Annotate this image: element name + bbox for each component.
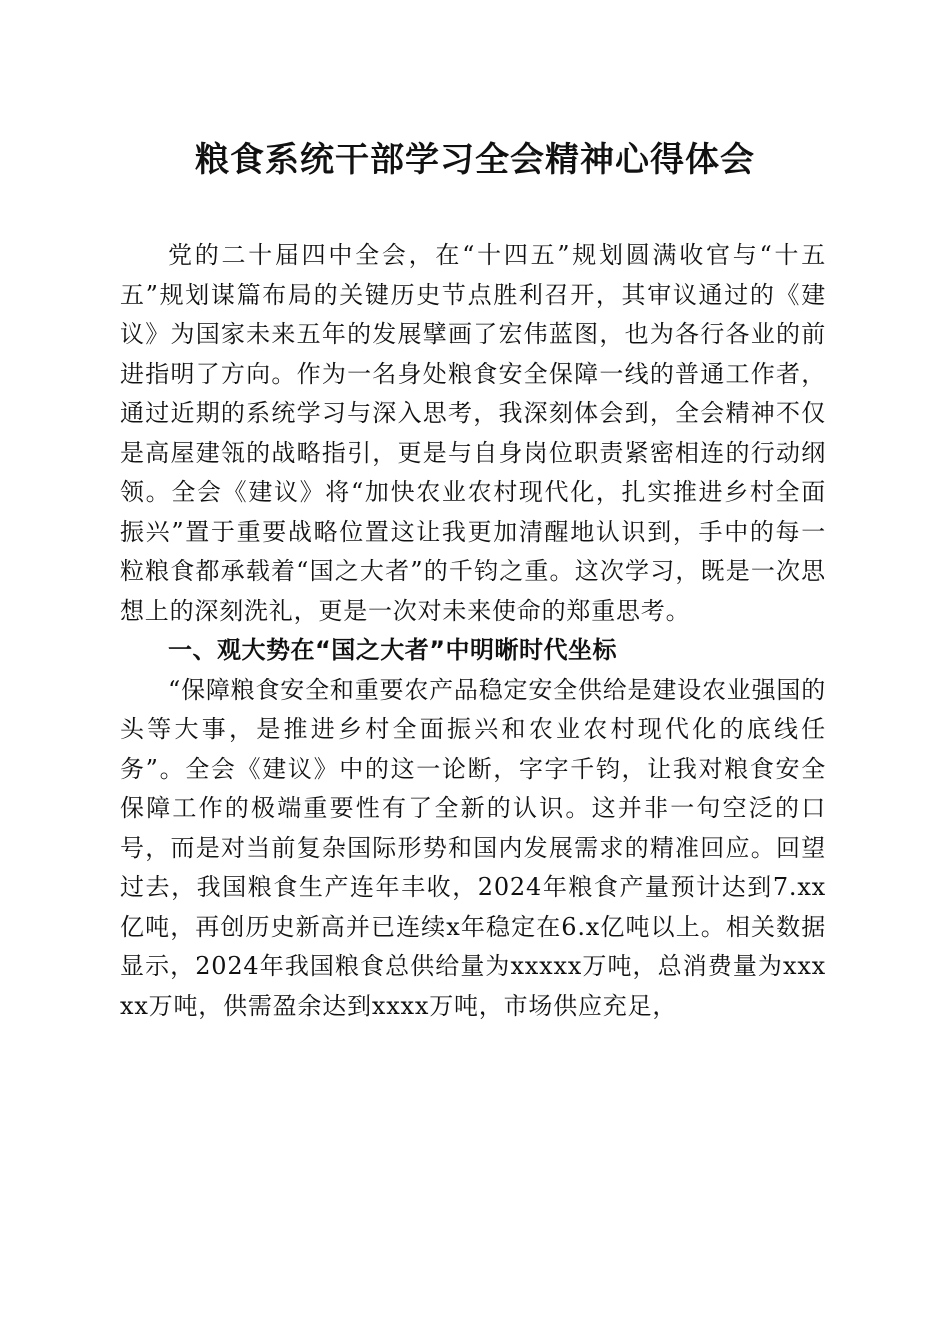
- document-title: 粮食系统干部学习全会精神心得体会: [195, 140, 755, 180]
- section-paragraph: “保障粮食安全和重要农产品稳定安全供给是建设农业强国的头等大事，是推进乡村全面振兴和农业农村现代化的底线任务”。全会《建议》中的这一论断，字字千钧，让我对粮食安全保障工作的极端重要性有了全新的认识。这并非一句空泛的口号，而是对当前复杂国际形势和国内发展需求的精准回应。回望过去，我国粮食生产连年丰收，2024年粮食产量预计达到7.xx亿吨，再创历史新高并已连续x年稳定在6.x亿吨以上。相关数据显示，2024年我国粮食总供给量为xxxxx万吨，总消费量为xxxxx万吨，供需盈余达到xxxx万吨，市场供应充足，: [120, 675, 826, 1020]
- intro-paragraph: 党的二十届四中全会，在“十四五”规划圆满收官与“十五五”规划谋篇布局的关键历史节点胜利召开，其审议通过的《建议》为国家未来五年的发展擘画了宏伟蓝图，也为各行各业的前进指明了方向。作为一名身处粮食安全保障一线的普通工作者，通过近期的系统学习与深入思考，我深刻体会到，全会精神不仅是高屋建瓴的战略指引，更是与自身岗位职责紧密相连的行动纲领。全会《建议》将“加快农业农村现代化，扎实推进乡村全面振兴”置于重要战略位置这让我更加清醒地认识到，手中的每一粒粮食都承载着“国之大者”的千钧之重。这次学习，既是一次思想上的深刻洗礼，更是一次对未来使命的郑重思考。: [120, 241, 826, 625]
- section-heading: 一、观大势在“国之大者”中明晰时代坐标: [168, 636, 618, 664]
- document-body: [120, 236, 826, 1026]
